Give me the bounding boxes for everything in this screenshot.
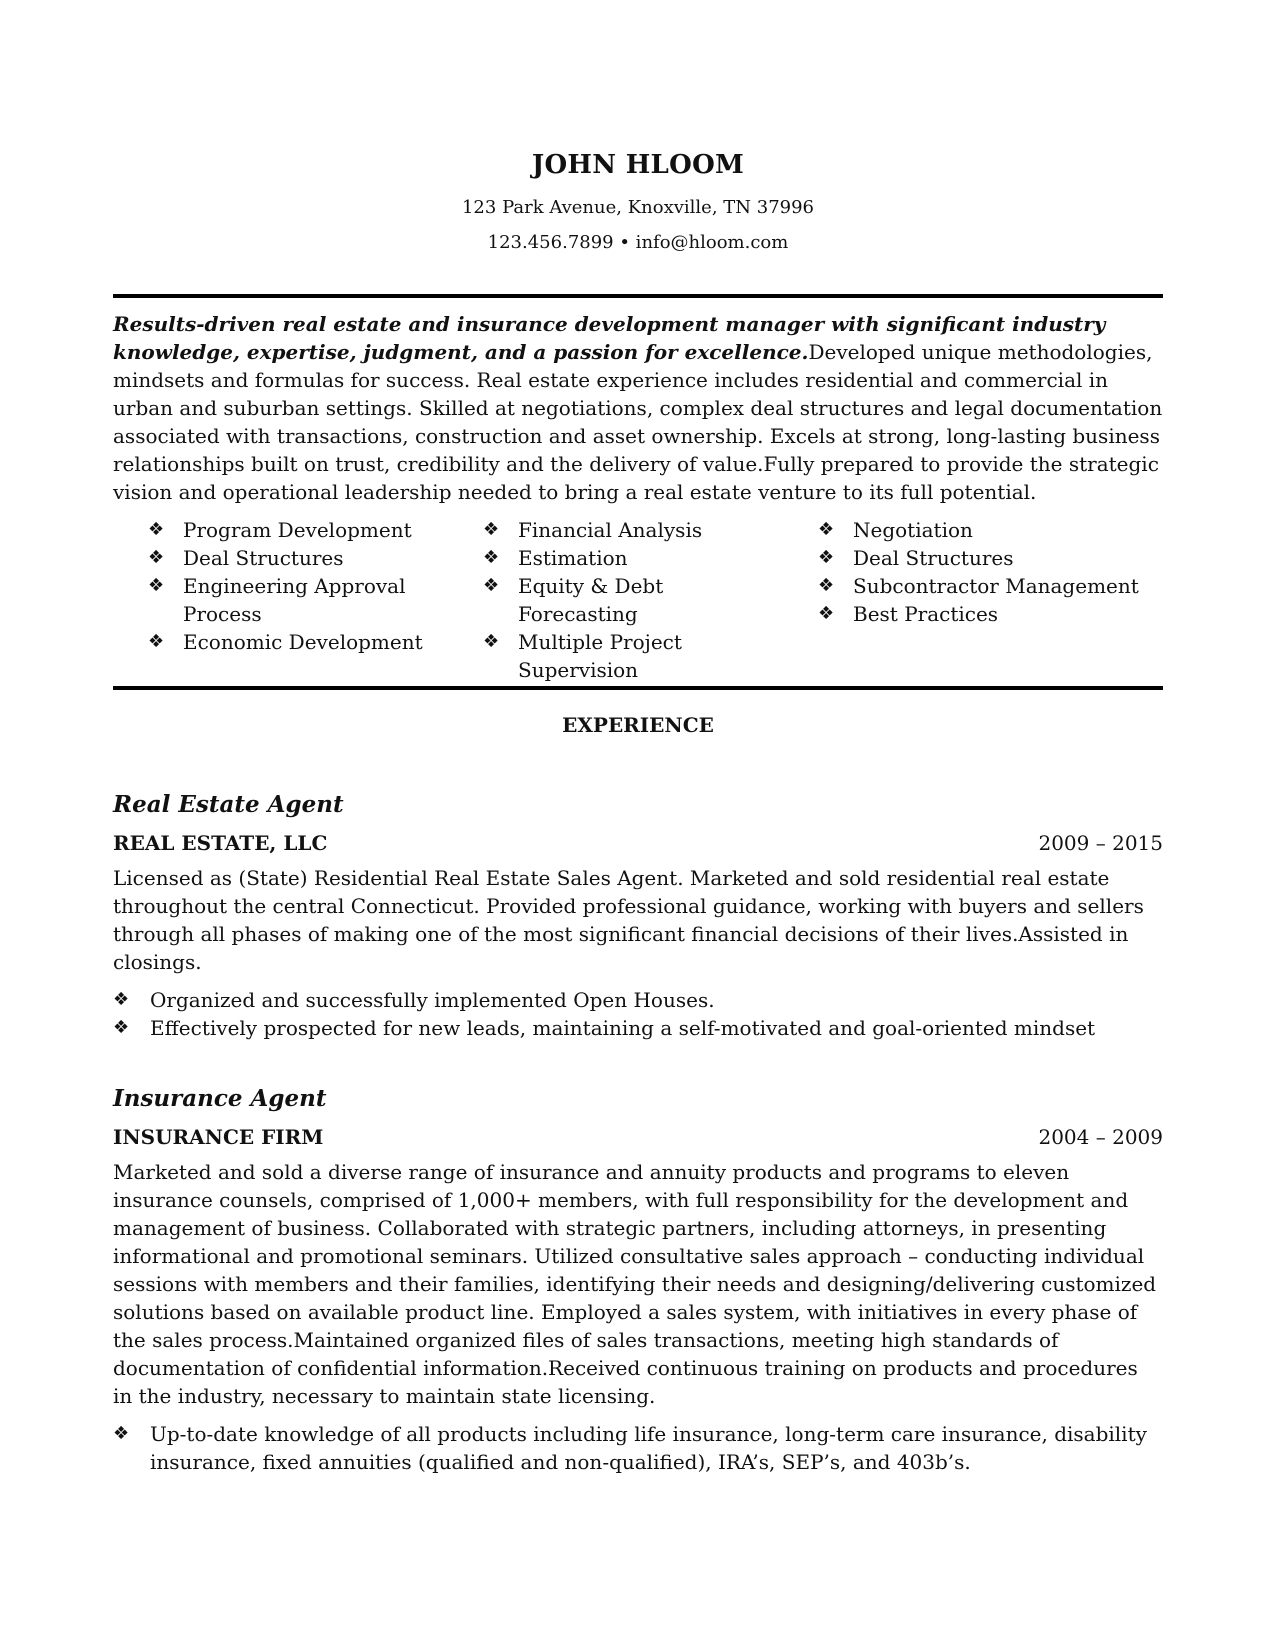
job-title: Real Estate Agent — [113, 791, 344, 818]
diamond-bullet-icon: ❖ — [483, 631, 500, 652]
skill-item: ❖ Economic Development — [148, 630, 423, 654]
summary-body: Developed unique methodologies, mindsets and formulas for success. Real estate experience includes residential and commercial in urban and suburban settings. Skilled at negotiations, complex deal structures and legal documentation associated with transactions, construction and asset ownership. Excels at strong, long-lasting business relationships built on trust, credibility and the delivery of value.Fully prepared to provide the strategic vision and operational leadership needed to bring a real estate venture to its full potential. — [113, 340, 1163, 504]
diamond-bullet-icon: ❖ — [483, 519, 500, 540]
diamond-bullet-icon: ❖ — [483, 547, 500, 568]
skill-item: ❖ Program Development — [148, 518, 412, 542]
diamond-bullet-icon: ❖ — [148, 575, 165, 596]
header-divider — [113, 294, 1163, 298]
diamond-bullet-icon: ❖ — [113, 1017, 130, 1038]
job-header — [113, 828, 1163, 858]
diamond-bullet-icon: ❖ — [483, 575, 500, 596]
diamond-bullet-icon: ❖ — [818, 519, 835, 540]
job-header — [113, 1122, 1163, 1152]
skill-item: ❖ Negotiation — [818, 518, 973, 542]
diamond-bullet-icon: ❖ — [148, 631, 165, 652]
skill-item: ❖ Subcontractor Management — [818, 574, 1139, 598]
diamond-bullet-icon: ❖ — [148, 519, 165, 540]
job-entry — [113, 1084, 1163, 1476]
skill-item: ❖ Deal Structures — [148, 546, 344, 570]
job-bullet: ❖ Organized and successfully implemented Open Houses. — [113, 988, 715, 1012]
company-name: INSURANCE FIRM — [113, 1125, 324, 1149]
skill-item: ❖ Engineering Approval Process — [148, 574, 406, 626]
job-bullet: ❖ Effectively prospected for new leads, maintaining a self-motivated and goal-oriented mindset — [113, 1016, 1096, 1040]
diamond-bullet-icon: ❖ — [818, 603, 835, 624]
candidate-name: JOHN HLOOM — [531, 150, 745, 180]
skills-column-3 — [818, 516, 1148, 628]
job-bullet: ❖ Up-to-date knowledge of all products including life insurance, long-term care insurance, disability insurance, fixed annuities (qualified and non-qualified), IRA’s, SEP’s, and 403b’s. — [113, 1422, 1147, 1474]
job-title: Insurance Agent — [113, 1085, 327, 1112]
professional-summary — [113, 310, 1163, 506]
job-dates: 2009 – 2015 — [1038, 831, 1163, 855]
skill-item: ❖ Financial Analysis — [483, 518, 703, 542]
job-description: Marketed and sold a diverse range of insurance and annuity products and programs to eleven insurance counsels, comprised of 1,000+ members, with full responsibility for the development and management of business. Collaborated with strategic partners, including attorneys, in presenting informational and promotional seminars. Utilized consultative sales approach – conducting individual sessions with members and their families, identifying their needs and designing/delivering customized solutions based on available product line. Employed a sales system, with initiatives in every phase of the sales process.Maintained organized files of sales transactions, meeting high standards of documentation of confidential information.Received continuous training on products and procedures in the industry, necessary to maintain state licensing. — [113, 1160, 1157, 1408]
summary-lead: Results-driven real estate and insurance development manager with significant industry knowledge, expertise, judgment, and a passion for excellence. — [113, 312, 1106, 364]
skills-column-2 — [483, 516, 783, 684]
company-name: REAL ESTATE, LLC — [113, 831, 328, 855]
section-divider — [113, 686, 1163, 690]
job-entry — [113, 790, 1163, 1042]
job-dates: 2004 – 2009 — [1038, 1125, 1163, 1149]
skill-item: ❖ Equity & Debt Forecasting — [483, 574, 664, 626]
skill-item: ❖ Estimation — [483, 546, 628, 570]
diamond-bullet-icon: ❖ — [818, 547, 835, 568]
job-description: Licensed as (State) Residential Real Estate Sales Agent. Marketed and sold residential real estate throughout the central Connecticut. Provided professional guidance, working with buyers and sellers through all phases of making one of the most significant financial decisions of their lives.Assisted in closings. — [113, 866, 1144, 974]
resume-page — [113, 0, 1163, 1650]
job-bullet-list — [113, 986, 1163, 1042]
skills-column-1 — [148, 516, 448, 656]
job-bullet-list — [113, 1420, 1163, 1476]
diamond-bullet-icon: ❖ — [113, 1423, 130, 1444]
experience-heading: EXPERIENCE — [562, 713, 714, 737]
diamond-bullet-icon: ❖ — [113, 989, 130, 1010]
diamond-bullet-icon: ❖ — [818, 575, 835, 596]
skill-item: ❖ Deal Structures — [818, 546, 1014, 570]
diamond-bullet-icon: ❖ — [148, 547, 165, 568]
address-line: 123 Park Avenue, Knoxville, TN 37996 — [461, 197, 815, 218]
skill-item: ❖ Best Practices — [818, 602, 999, 626]
skill-item: ❖ Multiple Project Supervision — [483, 630, 682, 682]
phone-email-line: 123.456.7899 • info@hloom.com — [487, 232, 789, 253]
